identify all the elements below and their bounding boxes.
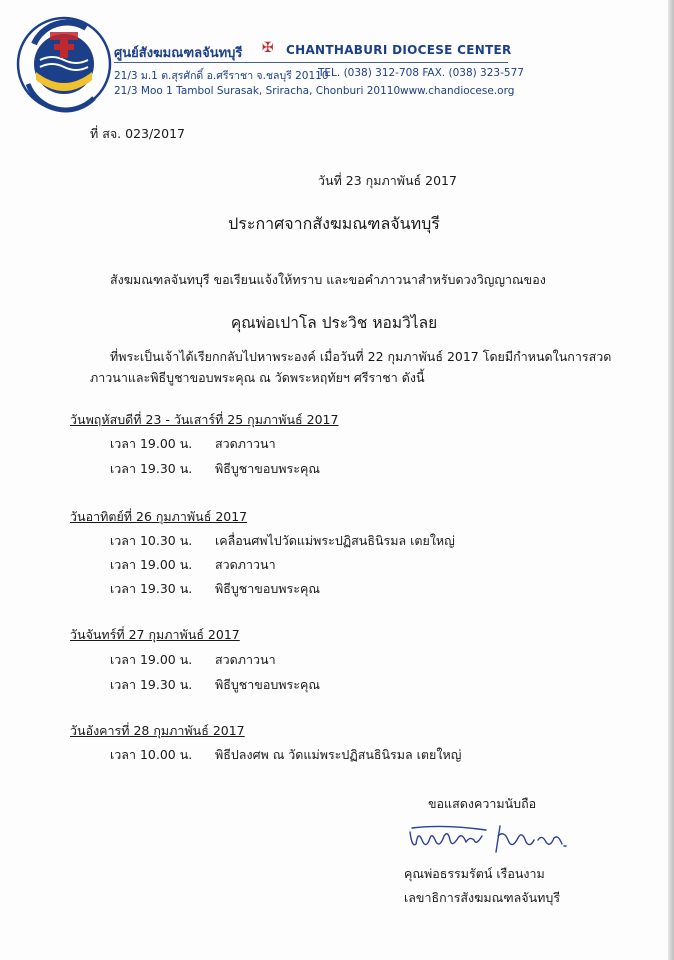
announcement-title: ประกาศจากสังฆมณฑลจันทบุรี <box>228 214 440 233</box>
schedule-time: เวลา 10.00 น. <box>110 747 193 762</box>
schedule-activity: สวดภาวนา <box>215 652 276 667</box>
cross-icon: ✠ <box>262 40 274 56</box>
org-name-thai: ศูนย์สังฆมณฑลจันทบุรี <box>114 46 243 61</box>
signer-name: คุณพ่อธรรมรัตน์ เรือนงาม <box>404 866 545 881</box>
schedule-activity: พิธีบูชาขอบพระคุณ <box>215 461 320 476</box>
website: www.chandiocese.org <box>400 85 515 97</box>
schedule-time: เวลา 19.30 น. <box>110 677 193 692</box>
schedule-activity: สวดภาวนา <box>215 557 276 572</box>
schedule-day-heading: วันพฤหัสบดีที่ 23 - วันเสาร์ที่ 25 กุมภาพันธ์ 2017 <box>70 412 339 427</box>
schedule-day-heading: วันจันทร์ที่ 27 กุมภาพันธ์ 2017 <box>70 627 240 642</box>
schedule-activity: พิธีบูชาขอบพระคุณ <box>215 581 320 596</box>
diocese-seal-icon <box>14 14 114 114</box>
handwritten-signature <box>404 818 574 860</box>
tel-fax: TEL. (038) 312-708 FAX. (038) 323-577 <box>318 67 524 79</box>
page-edge-shadow <box>668 0 674 960</box>
intro-text: สังฆมณฑลจันทบุรี ขอเรียนแจ้งให้ทราบ และขอคำภาวนาสำหรับดวงวิญญาณของ <box>110 272 546 287</box>
schedule-time: เวลา 19.00 น. <box>110 652 193 667</box>
schedule-activity: พิธีบูชาขอบพระคุณ <box>215 677 320 692</box>
schedule-activity: เคลื่อนศพไปวัดแม่พระปฏิสนธินิรมล เตยใหญ่ <box>215 533 455 548</box>
address-thai: 21/3 ม.1 ต.สุรศักดิ์ อ.ศรีราชา จ.ชลบุรี 20110 <box>114 70 329 82</box>
schedule-time: เวลา 19.30 น. <box>110 461 193 476</box>
schedule-day-heading: วันอาทิตย์ที่ 26 กุมภาพันธ์ 2017 <box>70 509 248 524</box>
org-name-english: CHANTHABURI DIOCESE CENTER <box>286 43 512 57</box>
schedule-day-heading: วันอังคารที่ 28 กุมภาพันธ์ 2017 <box>70 723 245 738</box>
header-divider <box>114 62 508 63</box>
schedule-time: เวลา 19.00 น. <box>110 436 193 451</box>
reference-number: ที่ สจ. 023/2017 <box>90 126 185 141</box>
deceased-name: คุณพ่อเปาโล ประวิช หอมวิไลย <box>230 314 438 332</box>
schedule-time: เวลา 19.00 น. <box>110 557 193 572</box>
schedule-activity: สวดภาวนา <box>215 436 276 451</box>
body-text-line-2: ภาวนาและพิธีบูชาขอบพระคุณ ณ วัดพระหฤทัยฯ ศรีราชา ดังนี้ <box>90 370 425 385</box>
address-english: 21/3 Moo 1 Tambol Surasak, Sriracha, Chonburi 20110 <box>114 85 401 97</box>
signer-position: เลขาธิการสังฆมณฑลจันทบุรี <box>404 890 561 905</box>
sign-off: ขอแสดงความนับถือ <box>428 796 537 811</box>
schedule-activity: พิธีปลงศพ ณ วัดแม่พระปฏิสนธินิรมล เตยใหญ่ <box>215 747 462 762</box>
schedule-time: เวลา 10.30 น. <box>110 533 193 548</box>
schedule-time: เวลา 19.30 น. <box>110 581 193 596</box>
body-text-line-1: ที่พระเป็นเจ้าได้เรียกกลับไปหาพระองค์ เมื่อวันที่ 22 กุมภาพันธ์ 2017 โดยมีกำหนดในการสวด <box>110 349 612 364</box>
letter-date: วันที่ 23 กุมภาพันธ์ 2017 <box>318 173 457 188</box>
